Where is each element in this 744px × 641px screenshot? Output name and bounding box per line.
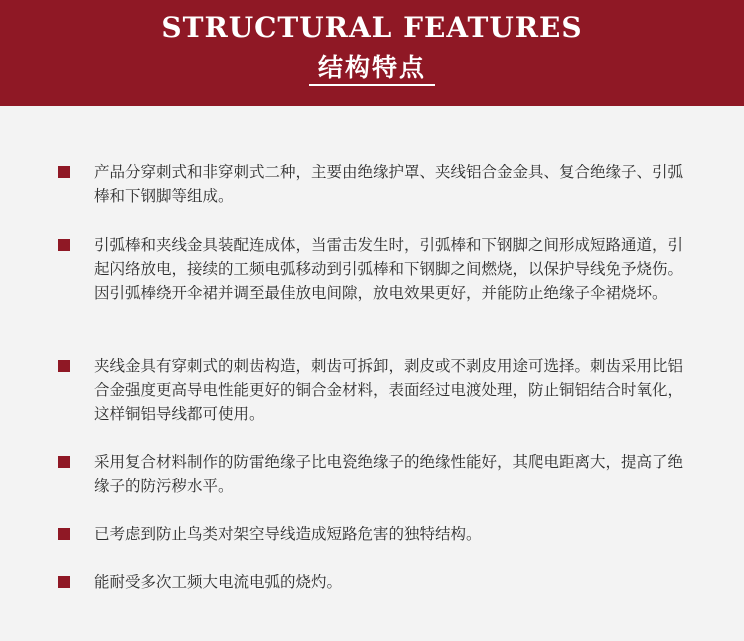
feature-text: 采用复合材料制作的防雷绝缘子比电瓷绝缘子的绝缘性能好，其爬电距离大，提高了绝缘子的防污秽水平。 [94, 453, 684, 495]
square-bullet-icon [58, 456, 70, 468]
feature-text: 引弧棒和夹线金具装配连成体，当雷击发生时，引弧棒和下钢脚之间形成短路通道，引起闪络放电，接续的工频电弧移动到引弧棒和下钢脚之间燃烧，以保护导线免予烧伤。因引弧棒绕开伞裙并调至最佳放电间隙，放电效果更好，并能防止绝缘子伞裙烧坏。 [94, 236, 684, 302]
feature-text: 能耐受多次工频大电流电弧的烧灼。 [94, 573, 343, 591]
feature-text: 夹线金具有穿刺式的刺齿构造，刺齿可拆卸，剥皮或不剥皮用途可选择。刺齿采用比铝合金强度更高导电性能更好的铜合金材料，表面经过电渡处理，防止铜铝结合时氧化，这样铜铝导线都可使用。 [94, 357, 684, 423]
header-banner [0, 0, 744, 106]
square-bullet-icon [58, 239, 70, 251]
feature-text: 已考虑到防止鸟类对架空导线造成短路危害的独特结构。 [94, 525, 482, 543]
square-bullet-icon [58, 166, 70, 178]
title-english: STRUCTURAL FEATURES [161, 11, 583, 44]
square-bullet-icon [58, 528, 70, 540]
square-bullet-icon [58, 360, 70, 372]
square-bullet-icon [58, 576, 70, 588]
feature-text: 产品分穿刺式和非穿刺式二种，主要由绝缘护罩、夹线铝合金金具、复合绝缘子、引弧棒和下钢脚等组成。 [94, 163, 684, 205]
title-chinese: 结构特点 [309, 50, 435, 86]
